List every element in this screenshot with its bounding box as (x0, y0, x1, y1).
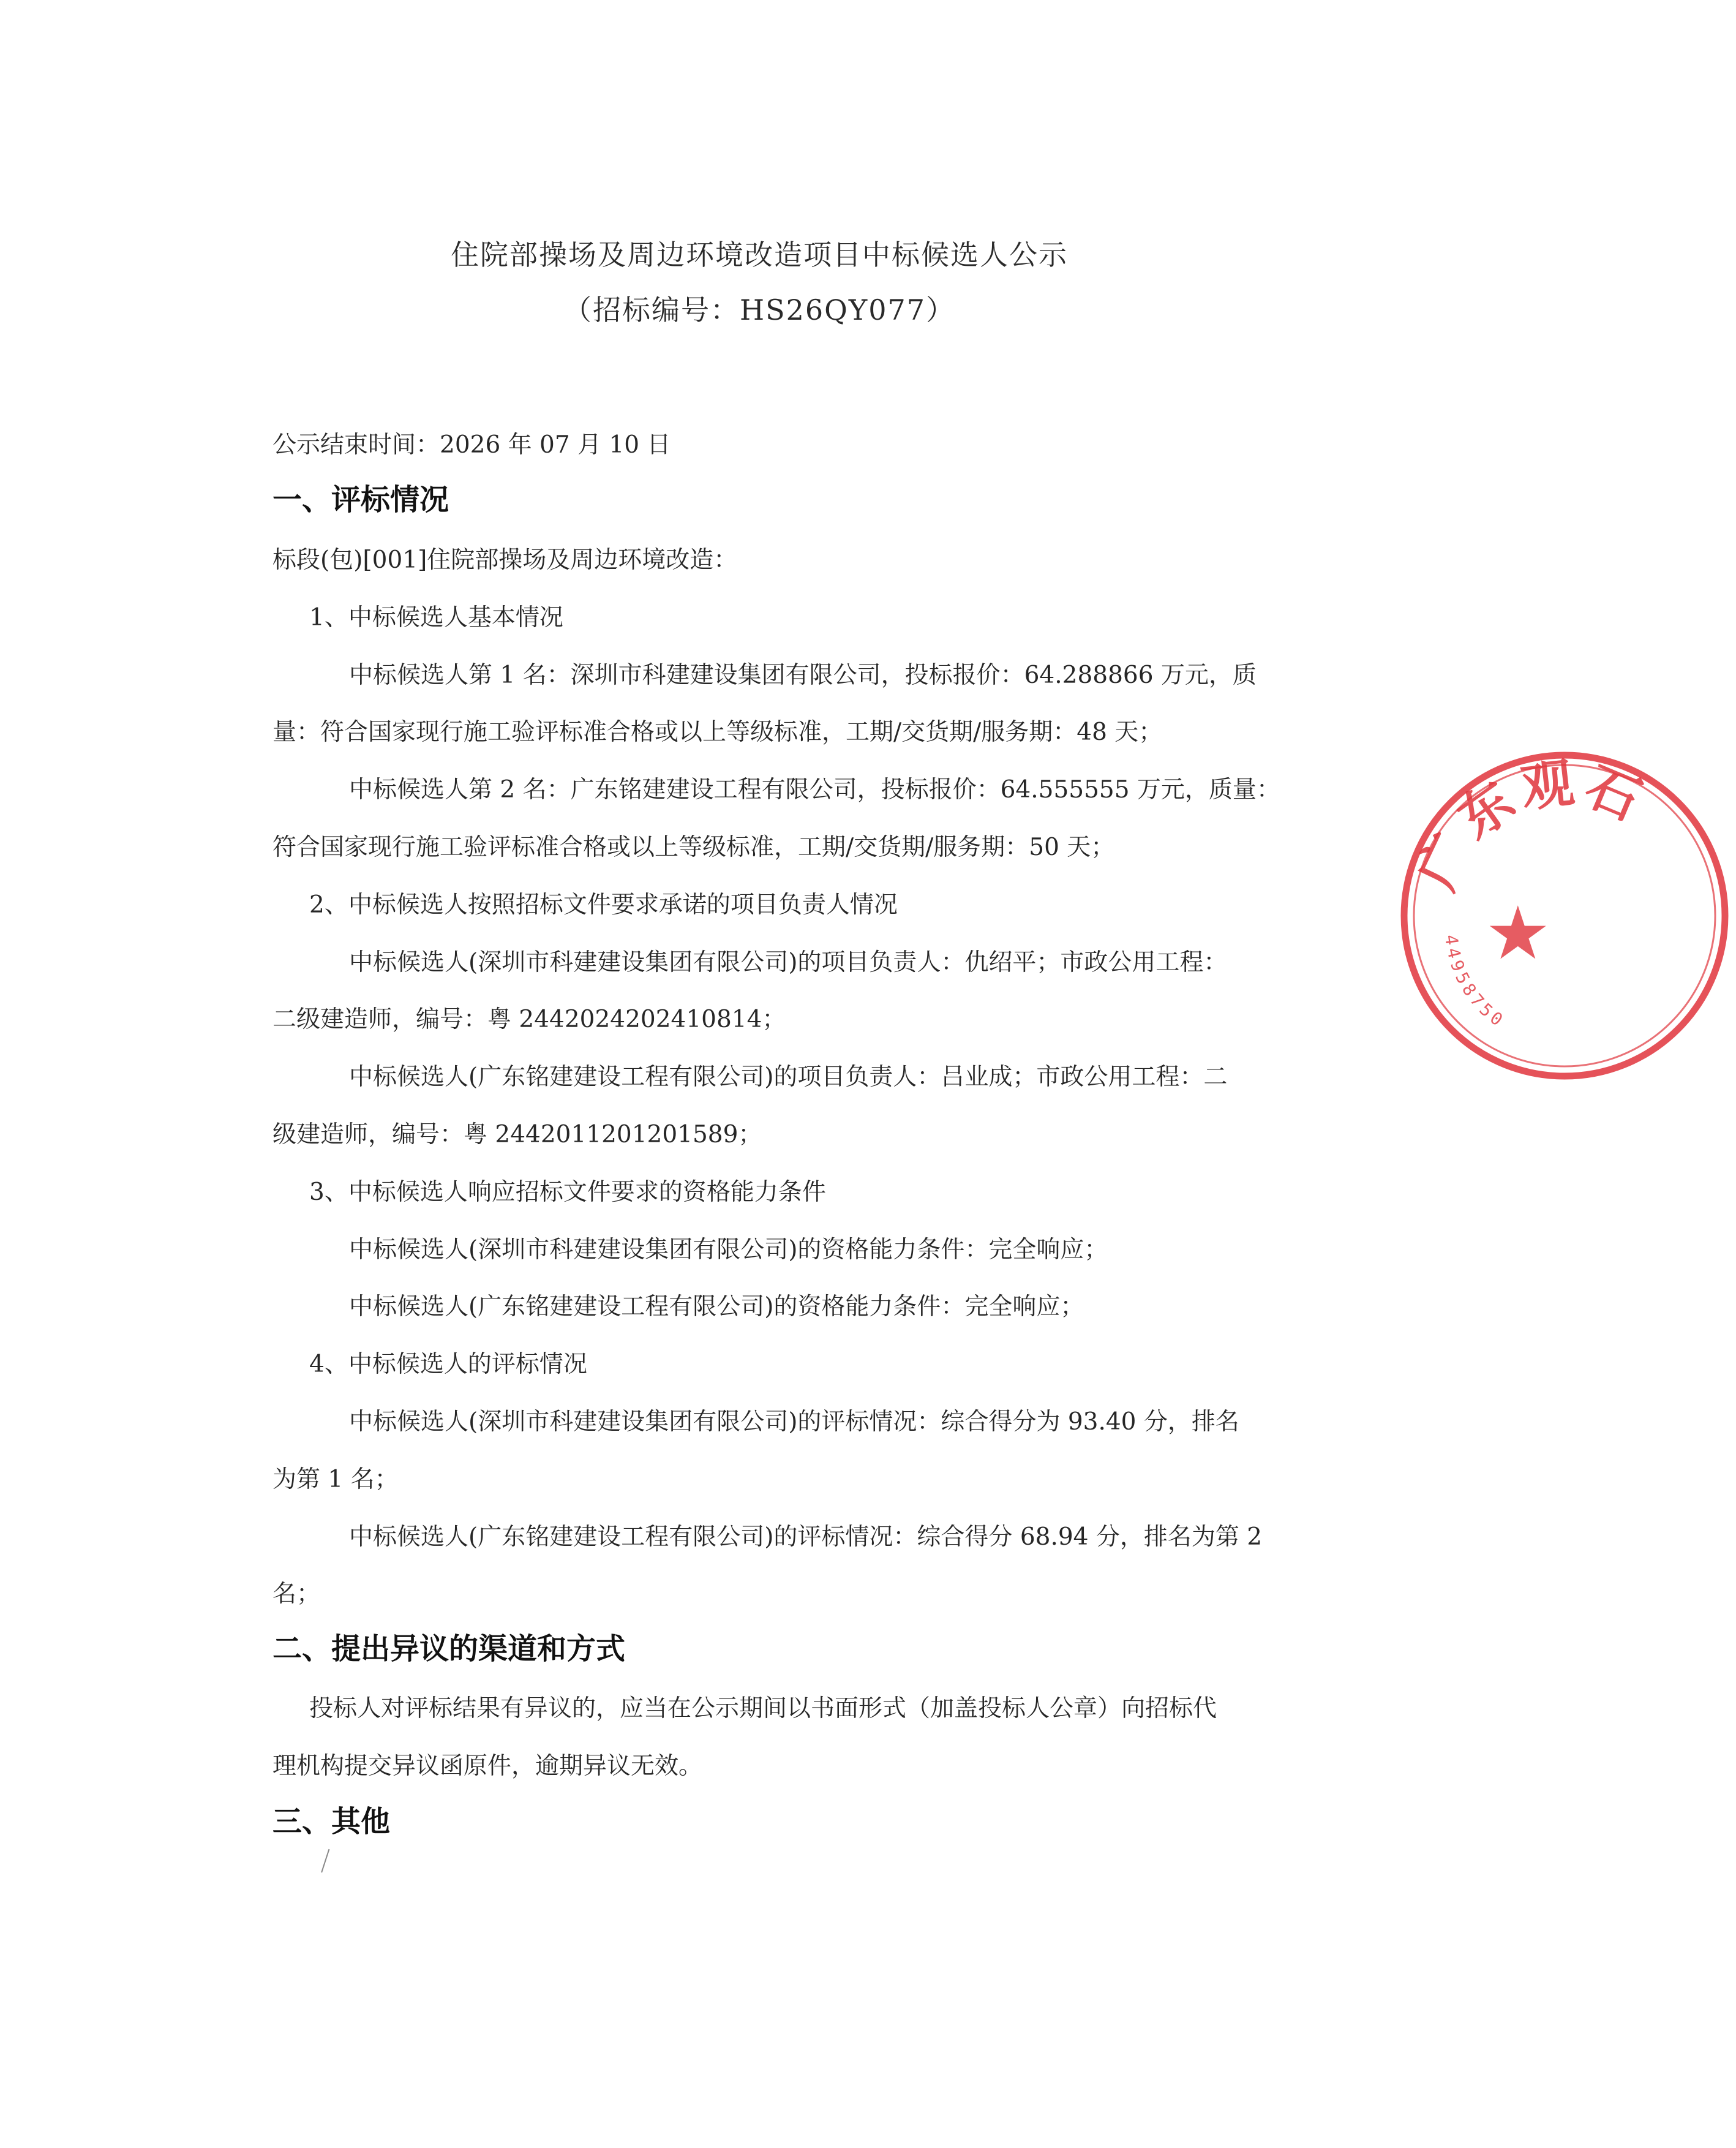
item4-candidate1-line2: 为第 1 名； (272, 1466, 399, 1493)
section-heading-other: 三、其他 (272, 1804, 391, 1839)
item3-candidate1: 中标候选人(深圳市科建建设集团有限公司)的资格能力条件：完全响应； (349, 1236, 1108, 1264)
tender-number: （招标编号：HS26QY077） (563, 293, 956, 326)
item2-candidate1-line2: 二级建造师，编号：粤 2442024202410814； (272, 1006, 786, 1033)
item1-candidate1-line1: 中标候选人第 1 名：深圳市科建建设集团有限公司，投标报价：64.288866 万元，质 (349, 661, 1257, 689)
item2-candidate2-line2: 级建造师，编号：粤 2442011201201589； (272, 1121, 762, 1148)
objection-paragraph-line1: 投标人对评标结果有异议的，应当在公示期间以书面形式（加盖投标人公章）向招标代 (309, 1695, 1217, 1722)
document-title: 住院部操场及周边环境改造项目中标候选人公示 (451, 238, 1068, 271)
item4-candidate2-line1: 中标候选人(广东铭建建设工程有限公司)的评标情况：综合得分 68.94 分，排名为第 2 (349, 1523, 1263, 1551)
item1-title: 1、中标候选人基本情况 (309, 604, 563, 631)
seal-number: 44958750 (1441, 933, 1509, 1033)
item1-candidate1-line2: 量：符合国家现行施工验评标准合格或以上等级标准，工期/交货期/服务期：48 天； (272, 718, 1163, 746)
section-heading-objection: 二、提出异议的渠道和方式 (272, 1632, 626, 1666)
item1-candidate2-line2: 符合国家现行施工验评标准合格或以上等级标准，工期/交货期/服务期：50 天； (272, 834, 1115, 861)
company-seal-stamp (1393, 744, 1736, 1087)
publicity-end-time: 公示结束时间：2026 年 07 月 10 日 (272, 431, 671, 459)
section-heading-evaluation: 一、评标情况 (272, 483, 449, 517)
item1-candidate2-line1: 中标候选人第 2 名：广东铭建建设工程有限公司，投标报价：64.555555 万元，质量： (349, 776, 1280, 804)
item2-candidate1-line1: 中标候选人(深圳市科建建设集团有限公司)的项目负责人：仇绍平；市政公用工程： (349, 949, 1228, 976)
item4-title: 4、中标候选人的评标情况 (309, 1351, 587, 1378)
item4-candidate1-line1: 中标候选人(深圳市科建建设集团有限公司)的评标情况：综合得分为 93.40 分，排名 (349, 1408, 1239, 1436)
item3-candidate2: 中标候选人(广东铭建建设工程有限公司)的资格能力条件：完全响应； (349, 1293, 1084, 1321)
item2-candidate2-line1: 中标候选人(广东铭建建设工程有限公司)的项目负责人：吕业成；市政公用工程：二 (349, 1063, 1228, 1091)
pen-mark (321, 1849, 337, 1875)
seal-text: 广东观石 (1406, 752, 1654, 899)
lot-name: 标段(包)[001]住院部操场及周边环境改造： (272, 546, 738, 574)
item3-title: 3、中标候选人响应招标文件要求的资格能力条件 (309, 1178, 826, 1206)
seal-star-icon: ★ (1485, 891, 1551, 976)
objection-paragraph-line2: 理机构提交异议函原件，逾期异议无效。 (272, 1752, 703, 1780)
item4-candidate2-line2: 名； (272, 1580, 321, 1608)
item2-title: 2、中标候选人按照招标文件要求承诺的项目负责人情况 (309, 891, 898, 919)
